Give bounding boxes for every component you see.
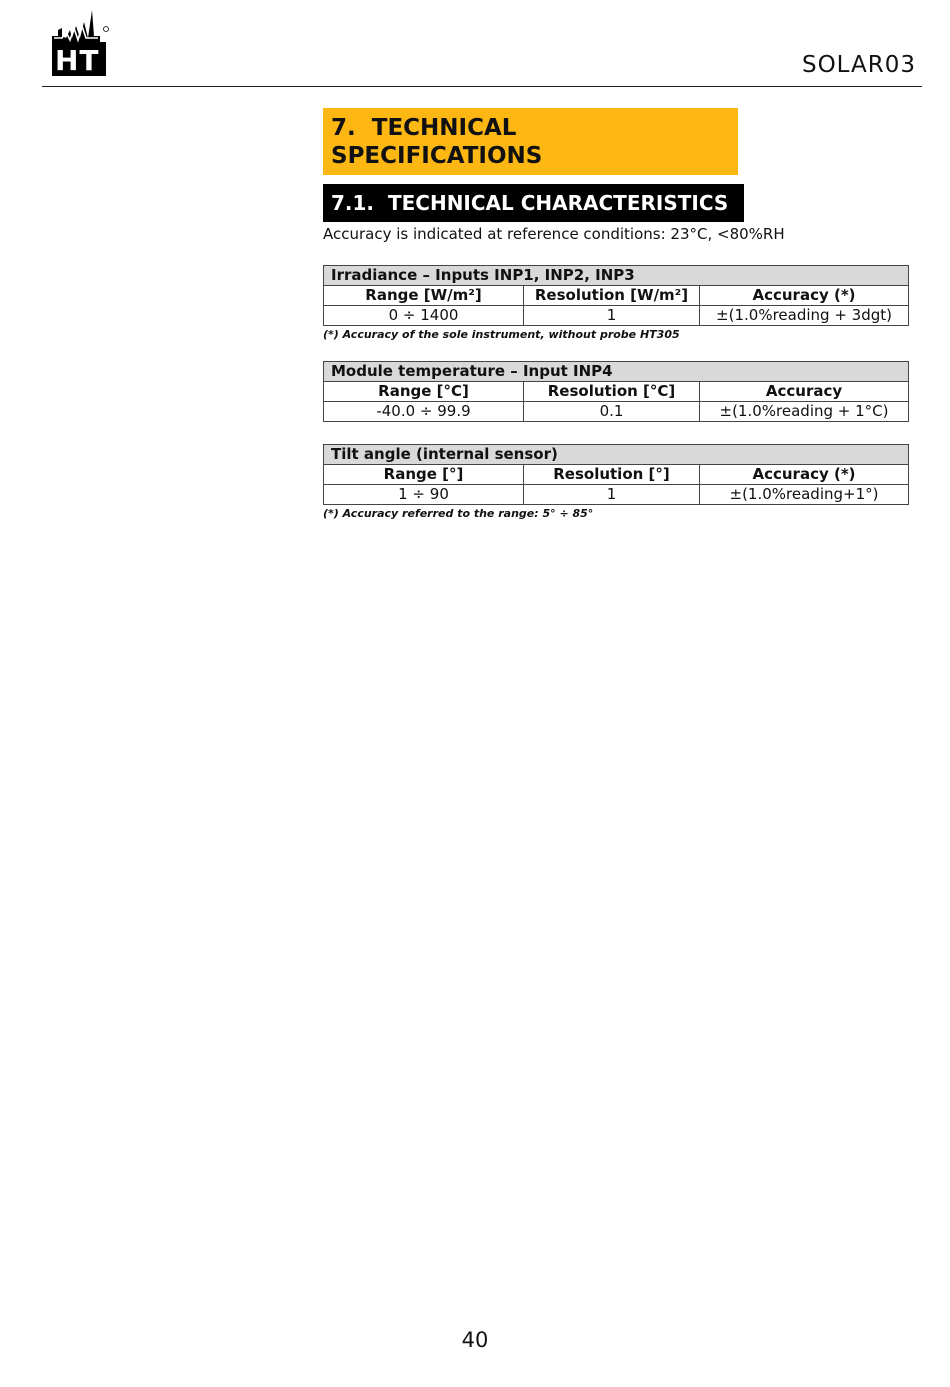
column-header: Range [°C]	[324, 382, 524, 402]
table-row	[324, 485, 909, 505]
accuracy-cell: ±(1.0%reading + 3dgt)	[700, 306, 909, 326]
subsection-title: TECHNICAL CHARACTERISTICS	[387, 191, 729, 215]
range-cell: 1 ÷ 90	[324, 485, 524, 505]
section-heading	[323, 108, 738, 175]
column-header: Resolution [W/m²]	[524, 286, 700, 306]
table-row	[324, 402, 909, 422]
brand-logo	[48, 8, 110, 78]
table-footnote: (*) Accuracy referred to the range: 5° ÷ 85°	[323, 507, 594, 520]
column-header: Resolution [°]	[524, 465, 700, 485]
page-number: 40	[461, 1328, 489, 1352]
table-title: Tilt angle (internal sensor)	[324, 445, 909, 465]
resolution-cell: 1	[524, 306, 700, 326]
section-number: 7.	[331, 115, 356, 141]
document-code: SOLAR03	[801, 52, 916, 78]
accuracy-cell: ±(1.0%reading+1°)	[700, 485, 909, 505]
tilt-angle-spec-table	[323, 444, 909, 505]
column-header: Accuracy	[700, 382, 909, 402]
subsection-heading	[323, 184, 744, 222]
column-header: Range [°]	[324, 465, 524, 485]
module-temperature-spec-table	[323, 361, 909, 422]
table-row	[324, 306, 909, 326]
column-header: Accuracy (*)	[700, 465, 909, 485]
table-footnote: (*) Accuracy of the sole instrument, without probe HT305	[323, 328, 680, 341]
accuracy-cell: ±(1.0%reading + 1°C)	[700, 402, 909, 422]
column-header: Range [W/m²]	[324, 286, 524, 306]
intro-text: Accuracy is indicated at reference conditions: 23°C, <80%RH	[323, 225, 785, 243]
subsection-number: 7.1.	[331, 191, 375, 215]
irradiance-spec-table	[323, 265, 909, 326]
page-content	[323, 108, 908, 522]
column-header: Accuracy (*)	[700, 286, 909, 306]
header-divider	[42, 86, 922, 87]
column-header: Resolution [°C]	[524, 382, 700, 402]
range-cell: 0 ÷ 1400	[324, 306, 524, 326]
section-title: TECHNICAL SPECIFICATIONS	[331, 115, 543, 169]
range-cell: -40.0 ÷ 99.9	[324, 402, 524, 422]
resolution-cell: 1	[524, 485, 700, 505]
table-title: Module temperature – Input INP4	[324, 362, 909, 382]
resolution-cell: 0.1	[524, 402, 700, 422]
logo-text: HT	[55, 44, 100, 77]
table-title: Irradiance – Inputs INP1, INP2, INP3	[324, 266, 909, 286]
